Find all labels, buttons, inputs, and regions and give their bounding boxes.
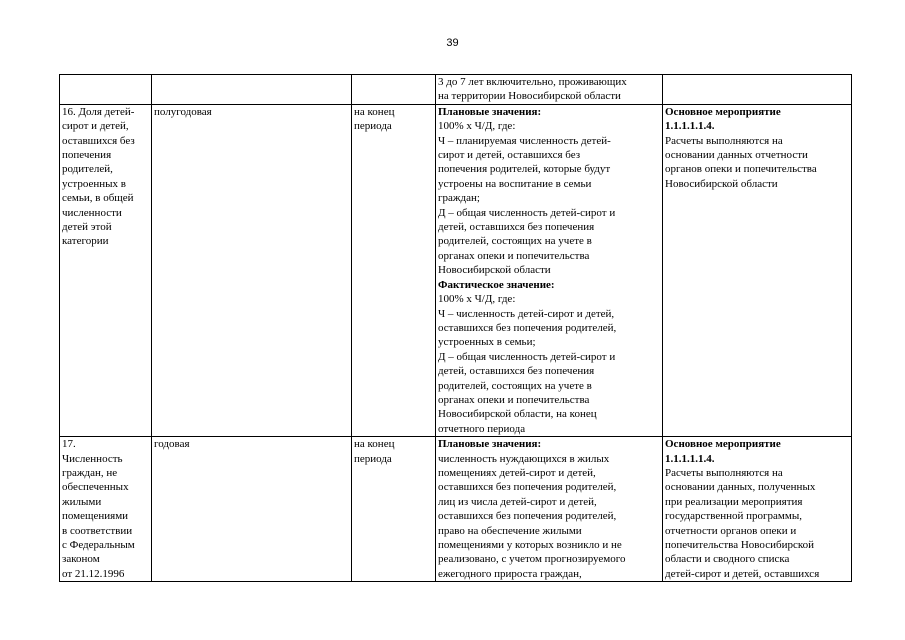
cell-text-line: семьи, в общей <box>62 192 134 205</box>
cell-text-line: 3 до 7 лет включительно, проживающих <box>438 76 627 88</box>
cell-text-line: основании данных, полученных <box>665 481 816 494</box>
cell-text-line: детей-сирот и детей, оставшихся <box>665 567 820 580</box>
cell-text-line: право на обеспечение жилыми <box>438 524 582 537</box>
periodicity-cell <box>152 75 352 105</box>
page-number: 39 <box>446 37 459 49</box>
cell-text-line: области и сводного списка <box>665 553 790 566</box>
cell-text-line: помещениях детей-сирот и детей, <box>438 466 596 479</box>
cell-text-line: на конец <box>354 438 395 451</box>
cell-text-line: 1.1.1.1.1.4. <box>665 452 715 465</box>
cell-text-line: численность нуждающихся в жилых <box>438 452 610 465</box>
cell-text-line: жилыми <box>62 495 102 508</box>
cell-text-line: лиц из числа детей-сирот и детей, <box>438 495 597 508</box>
cell-text-line: Расчеты выполняются на <box>665 466 783 479</box>
cell-text-line: устроены на воспитание в семьи <box>438 177 592 190</box>
cell-text-line: граждан; <box>438 192 480 205</box>
cell-text-line: на территории Новосибирской области <box>438 90 621 103</box>
cell-text-line: в соответствии <box>62 524 133 537</box>
cell-text-line: органах опеки и попечительства <box>438 249 590 262</box>
cell-text-line: с Федеральным <box>62 539 135 551</box>
cell-text-line: сирот и детей, <box>62 120 129 133</box>
cell-text-line: реализовано, с учетом прогнозируемого <box>438 553 626 566</box>
cell-text-line: родителей, состоящих на учете в <box>438 235 592 248</box>
calculation-method-cell <box>436 75 663 105</box>
calculation-method-cell <box>436 437 663 582</box>
cell-text-line: Новосибирской области <box>665 177 778 190</box>
cell-text-line: государственной программы, <box>665 510 802 523</box>
cell-text-line: 17. <box>62 438 76 451</box>
cell-text-line: Численность <box>62 452 123 465</box>
indicator-name-cell <box>60 437 152 582</box>
periodicity-cell <box>152 437 352 582</box>
cell-text-line: Расчеты выполняются на <box>665 134 783 147</box>
cell-text-line: на конец <box>354 105 395 118</box>
cell-text-line: родителей, <box>62 163 113 176</box>
cell-text-line: родителей, состоящих на учете в <box>438 379 592 392</box>
cell-text-line: оставшихся без попечения родителей, <box>438 481 617 494</box>
cell-text-line: оставшихся без <box>62 134 135 147</box>
table-row <box>60 437 852 582</box>
reporting-date-cell <box>352 437 436 582</box>
cell-text-line: Ч – численность детей-сирот и детей, <box>438 307 615 320</box>
cell-text-line: 16. Доля детей- <box>62 105 135 118</box>
cell-text-line: граждан, не <box>62 466 118 479</box>
cell-text-line: попечения родителей, которые будут <box>438 163 611 176</box>
cell-text-line: периода <box>354 120 392 133</box>
indicators-table <box>59 74 852 582</box>
cell-text-line: оставшихся без попечения родителей, <box>438 510 617 523</box>
cell-text-line: детей, оставшихся без попечения <box>438 221 595 234</box>
cell-text-line: при реализации мероприятия <box>665 495 803 508</box>
cell-text-line: оставшихся без попечения родителей, <box>438 321 617 334</box>
cell-text-line: Фактическое значение: <box>438 278 555 291</box>
periodicity-cell <box>152 104 352 436</box>
cell-text-line: законом <box>62 553 100 566</box>
cell-text-line: отчетного периода <box>438 422 526 435</box>
data-source-cell <box>663 75 852 105</box>
cell-text-line: органов опеки и попечительства <box>665 163 817 176</box>
reporting-date-cell <box>352 75 436 105</box>
cell-text-line: ежегодного прироста граждан, <box>438 567 582 580</box>
cell-text-line: 100% х Ч/Д, где: <box>438 120 516 133</box>
cell-text-line: 100% х Ч/Д, где: <box>438 293 516 306</box>
cell-text-line: Плановые значения: <box>438 105 542 118</box>
cell-text-line: детей этой <box>62 221 112 234</box>
cell-text-line: детей, оставшихся без попечения <box>438 365 595 378</box>
cell-text-line: Плановые значения: <box>438 438 542 451</box>
indicator-name-cell <box>60 75 152 105</box>
cell-text-line: Основное мероприятие <box>665 105 781 118</box>
cell-text-line: помещениями у которых возникло и не <box>438 539 622 551</box>
cell-text-line: отчетности органов опеки и <box>665 524 797 537</box>
table-row <box>60 75 852 105</box>
cell-text-line: Основное мероприятие <box>665 438 781 451</box>
cell-text-line: основании данных отчетности <box>665 149 808 162</box>
cell-text-line: годовая <box>154 438 190 451</box>
cell-text-line: Д – общая численность детей-сирот и <box>438 350 616 363</box>
data-source-cell <box>663 437 852 582</box>
cell-text-line: обеспеченных <box>62 481 129 494</box>
cell-text-line: полугодовая <box>154 105 212 118</box>
reporting-date-cell <box>352 104 436 436</box>
calculation-method-cell <box>436 104 663 436</box>
cell-text-line: Новосибирской области <box>438 264 551 277</box>
cell-text-line: от 21.12.1996 <box>62 567 125 580</box>
indicators-table-body <box>60 75 852 582</box>
cell-text-line: периода <box>354 452 392 465</box>
cell-text-line: Новосибирской области, на конец <box>438 408 597 421</box>
cell-text-line: устроенных в семьи; <box>438 336 536 349</box>
cell-text-line: Ч – планируемая численность детей- <box>438 134 611 147</box>
cell-text-line: численности <box>62 206 122 219</box>
cell-text-line: попечительства Новосибирской <box>665 539 815 551</box>
cell-text-line: попечения <box>62 149 112 162</box>
cell-text-line: устроенных в <box>62 177 126 190</box>
cell-text-line: помещениями <box>62 510 129 523</box>
indicator-name-cell <box>60 104 152 436</box>
cell-text-line: сирот и детей, оставшихся без <box>438 149 581 162</box>
cell-text-line: 1.1.1.1.1.4. <box>665 120 715 133</box>
table-row <box>60 104 852 436</box>
cell-text-line: категории <box>62 235 109 248</box>
data-source-cell <box>663 104 852 436</box>
cell-text-line: органах опеки и попечительства <box>438 393 590 406</box>
cell-text-line: Д – общая численность детей-сирот и <box>438 206 616 219</box>
